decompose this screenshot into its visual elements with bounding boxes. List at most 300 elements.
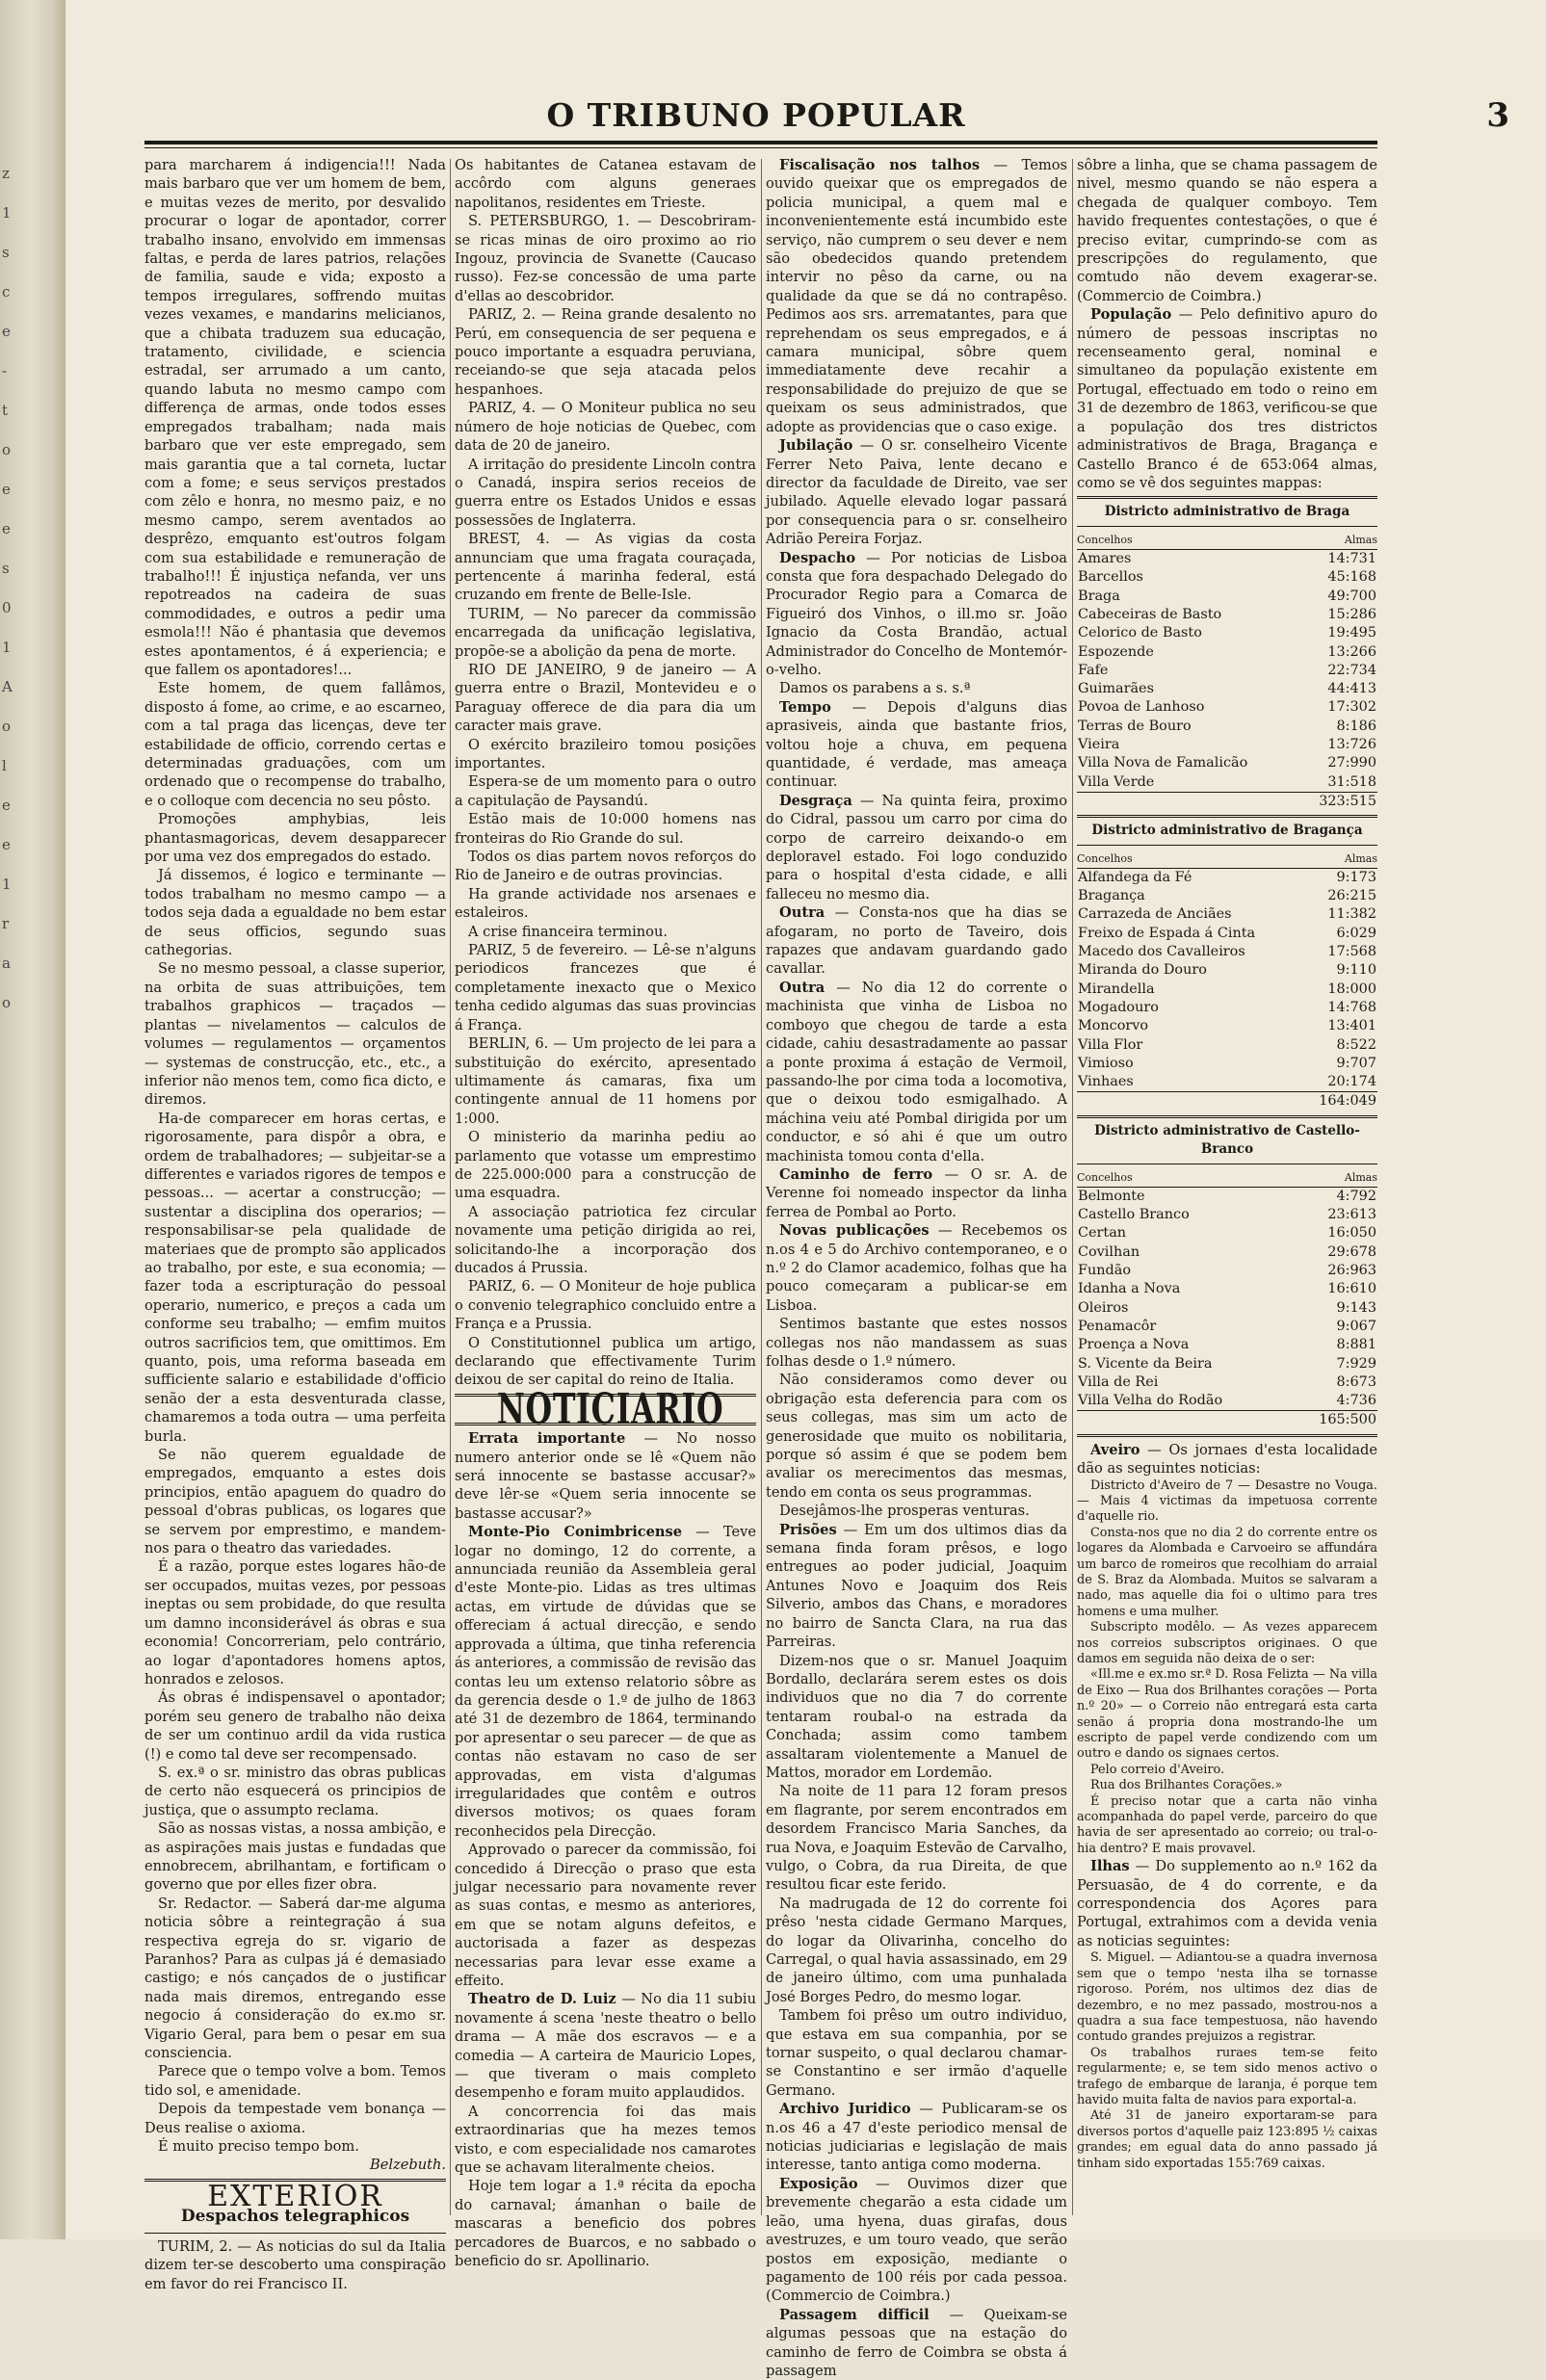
news-item [766, 2006, 1067, 2100]
concelho-name: Vieira [1078, 736, 1120, 752]
news-text: — No dia 12 do corrente o machinista que vinha de Lisboa no comboyo que chegou de tarde a esta cidade, cahiu desastradamente ao passar a ponte proxima á estação de Vermoil, passando-lhe por cima toda a locomotiva, que o deixou todo esmigalhado. A máchina veiu até Pombal dirigida por um conductor, e só ahi é que um outro machinista tomou conta d'ella. [766, 979, 1067, 1164]
concelho-name: Penamacôr [1078, 1318, 1157, 1334]
table-rule [1077, 1434, 1377, 1437]
news-item [766, 1895, 1067, 2006]
concelho-name: Bragança [1078, 888, 1145, 904]
table-row [1077, 1073, 1377, 1092]
almas-value: 19:495 [1327, 625, 1376, 641]
news-text: — Depois d'alguns dias aprasiveis, ainda que bastante frios, voltou hoje a chuva, em pequena quantidade, é verdade, mas ameaça continuar. [766, 698, 1067, 791]
article-paragraph: Promoções amphybias, leis phantasmagoricas, devem desapparecer por uma vez dos empregados do estado. [144, 811, 446, 866]
aveiro-note: É preciso notar que a carta não vinha acompanhada do papel verde, parceiro do que havia de ser apresentado ao correio; ou tral-o-hia dentro? E mais provavel. [1077, 1793, 1377, 1856]
article-paragraph: É muito preciso tempo bom. [158, 2138, 359, 2156]
news-item [455, 1429, 756, 1523]
news-lead: Fiscalisação nos talhos [779, 157, 981, 173]
almas-value: 17:302 [1327, 699, 1376, 716]
column-4 [1077, 156, 1377, 2217]
concelho-name: Mirandella [1078, 981, 1155, 997]
news-item [455, 1523, 756, 1841]
concelho-name: Oleiros [1078, 1299, 1129, 1316]
concelho-name: Povoa de Lanhoso [1078, 699, 1205, 716]
news-item [766, 2306, 1067, 2380]
table-row [1077, 868, 1377, 887]
table-rule [1077, 845, 1377, 846]
aveiro-note: Rua dos Brilhantes Corações.» [1090, 1778, 1283, 1793]
edge-char: o [2, 718, 12, 735]
aveiro-lead: Aveiro [1090, 1441, 1140, 1458]
news-lead: Prisões [779, 1521, 837, 1538]
masthead-title: O TRIBUNO POPULAR [546, 96, 966, 134]
despachos-title: Despachos telegraphicos [180, 2207, 410, 2227]
article-paragraph: Se no mesmo pessoal, a classe superior, na orbita de suas attribuições, tem trabalhos graphicos — traçados — plantas — nivelamentos — calculos de volumes — regulamentos — orçamentos — systemas de construcção, etc., etc., a inferior não menos tem, como fica dicto, e diremos. [144, 960, 446, 1109]
table-row [1077, 1299, 1377, 1318]
news-text: Não consideramos como dever ou obrigação esta deferencia para com os seus collegas, mas sim um acto de generosidade que muito os nobilitaria, porque só assim é que se podem bem avaliar os merecimentos das mesmas, tendo em conta os seus programmas. [766, 1372, 1067, 1501]
edge-char: r [2, 915, 10, 932]
table-header-row [1077, 850, 1377, 869]
concelho-name: Belmonte [1078, 1188, 1145, 1204]
news-lead: Monte-Pio Conimbricense [468, 1524, 683, 1541]
telegram-paragraph: RIO DE JANEIRO, 9 de janeiro — A guerra entre o Brazil, Montevideu e o Paraguay offerece de dia para dia um caracter mais grave. [455, 661, 756, 735]
almas-value: 14:731 [1327, 551, 1376, 567]
table-row [1077, 588, 1377, 606]
populacao-text: — Pelo definitivo apuro do número de pessoas inscriptas no recenseamento geral, nominal e simultaneo da população existente em Portugal, effectuado em todo o reino em 31 de dezembro de 1863, verificou-se que a população dos tres districtos administrativos de Braga, Bragança e Castello Branco é de 653:064 almas, como se vê dos seguintes mappas: [1077, 306, 1377, 491]
table-row [1077, 943, 1377, 961]
news-lead: Despacho [779, 549, 856, 566]
ilhas-lead: Ilhas [1090, 1858, 1130, 1875]
edge-char: e [2, 797, 11, 814]
aveiro-text: — Os jornaes d'esta localidade dão as seguintes noticias: [1077, 1441, 1377, 1478]
concelhos-header: Concelhos [1077, 531, 1300, 550]
concelho-name: Macedo dos Cavalleiros [1078, 944, 1245, 960]
almas-value: 6:029 [1336, 925, 1376, 941]
news-lead: Caminho de ferro [779, 1165, 933, 1183]
edge-char: s [2, 560, 10, 577]
almas-value: 20:174 [1327, 1074, 1376, 1090]
total-spacer [1077, 1411, 1291, 1430]
news-item [766, 1782, 1067, 1894]
news-text: Desejâmos-lhe prosperas venturas. [779, 1503, 1030, 1520]
table-row [1077, 999, 1377, 1017]
table-total: 164:049 [1302, 1092, 1377, 1112]
telegram-paragraph: S. PETERSBURGO, 1. — Descobriram-se ricas minas de oiro proximo ao rio Ingouz, provincia de Svanette (Caucaso russo). Fez-se concessão de uma parte d'ellas ao descobridor. [455, 213, 756, 304]
ilhas-note: Os trabalhos ruraes tem-se feito regularmente; e, se tem sido menos activo o trafego de embarque de laranja, é porque tem havido muita falta de navios para exportal-a. [1077, 2045, 1377, 2107]
concelho-name: Fundão [1078, 1263, 1131, 1279]
concelho-name: Barcellos [1078, 569, 1143, 586]
concelho-name: Guimarães [1078, 681, 1154, 697]
table-row [1077, 550, 1377, 569]
edge-char: 1 [2, 639, 12, 656]
news-text: Na madrugada de 12 do corrente foi prêso 'nesta cidade Germano Marques, do logar da Olivarinha, concelho do Carregal, o qual havia assassinado, em 29 de janeiro último, com uma punhalada José Borges Pedro, do mesmo logar. [766, 1895, 1067, 2005]
table-rule [1077, 1115, 1377, 1118]
telegram-paragraph: O ministerio da marinha pediu ao parlamento que votasse um emprestimo de 225.000:000 para a construcção de uma esquadra. [455, 1129, 756, 1202]
news-text: — Na quinta feira, proximo do Cidral, passou um carro por cima do corpo de carreiro deixando-o em deploravel estado. Foi logo conduzido para o hospital d'esta cidade, e alli falleceu no mesmo dia. [766, 792, 1067, 902]
edge-char: A [2, 678, 13, 695]
table-row [1077, 568, 1377, 587]
almas-value: 22:734 [1327, 662, 1376, 678]
concelho-name: Vimioso [1078, 1055, 1134, 1071]
aveiro-note: Districto d'Aveiro de 7 — Desastre no Vouga. — Mais 4 victimas da impetuosa corrente d'aquelle rio. [1077, 1478, 1377, 1525]
almas-value: 49:700 [1327, 588, 1376, 604]
signature: Belzebuth. [370, 2157, 446, 2174]
table-row [1077, 981, 1377, 999]
almas-value: 26:963 [1327, 1263, 1376, 1279]
total-spacer [1077, 792, 1300, 811]
news-text: A concorrencia foi das mais extraordinarias que ha mezes temos visto, e com especialidade nos camarotes que se achavam literalmente cheios. [455, 2103, 756, 2177]
concelho-name: Freixo de Espada á Cinta [1078, 925, 1256, 941]
populacao-lead: População [1090, 306, 1172, 324]
news-item [766, 156, 1067, 436]
news-text: Approvado o parecer da commissão, foi concedido á Direcção o praso que esta julgar necessario para novamente rever as suas contas, e mesmo as anteriores, em que se notam alguns defeitos, e auctorisada a fazer as despezas necessarias para levar esse exame a effeito. [455, 1842, 756, 1989]
article-paragraph: Depois da tempestade vem bonança — Deus realise o axioma. [144, 2101, 446, 2136]
margin-edge-characters [2, 154, 15, 1023]
edge-char: s [2, 244, 10, 261]
almas-value: 45:168 [1327, 569, 1376, 586]
news-text: — Recebemos os n.os 4 e 5 do Archivo contemporaneo, e o n.º 2 do Clamor academico, folhas que ha pouco começaram a publicar-se em Lisboa. [766, 1222, 1067, 1314]
table-row [1077, 1373, 1377, 1392]
concelho-name: Amares [1078, 551, 1132, 567]
table-row [1077, 1392, 1377, 1411]
news-text: — Consta-nos que ha dias se afogaram, no porto de Taveiro, dois rapazes que andavam guardando gado cavallar. [766, 904, 1067, 978]
aveiro-paragraph [1077, 1441, 1377, 1478]
news-text: — Teve logar no domingo, 12 do corrente, a annunciada reunião da Assembleia geral d'este Monte-pio. Lidas as tres ultimas actas, em virtude de dúvidas que se offereciam á actual direcção, e sendo approvada a última, que tinha referencia ás anteriores, a commissão de revisão das contas leu um extenso relatorio sôbre as da gerencia desde o 1.º de julho de 1863 até 31 de dezembro de 1864, terminando por apresentar o seu parecer — de que as contas não estavam no caso de ser approvadas, em vista d'algumas irregularidades que contêm e outros diversos motivos; os quaes foram reconhecidos pela Direcção. [455, 1524, 756, 1840]
news-item [766, 1521, 1067, 1652]
table-row [1077, 887, 1377, 905]
table-header-row [1077, 531, 1377, 550]
news-text: — Temos ouvido queixar que os empregados de policia municipal, a quem mal e inconvenientemente está incumbido este serviço, não cumprem o seu dever e nem são obedecidos quando pretendem intervir no pêso da carne, ou na qualidade da que se dá no contrapêso. Pedimos aos srs. arrematantes, para que reprehendam os seus empregados, e á camara municipal, sôbre quem immediatamente deve recahir a responsabilidade do prejuizo de que se queixam os seus administrados, que adopte as providencias que o caso exige. [766, 157, 1067, 435]
table-row [1077, 1355, 1377, 1373]
news-item [455, 2103, 756, 2178]
almas-value: 8:186 [1336, 718, 1376, 734]
concelho-name: Proença a Nova [1078, 1337, 1190, 1353]
telegram-paragraph: A associação patriotica fez circular novamente uma petição dirigida ao rei, solicitando-lhe a incorporação dos ducados á Prussia. [455, 1203, 756, 1276]
news-text: — Publicaram-se os n.os 46 a 47 d'este periodico mensal de noticias judiciarias e legislação de mais interesse, tanto antiga como moderna. [766, 2101, 1067, 2174]
telegram-paragraph: Espera-se de um momento para o outro a capitulação de Paysandú. [455, 773, 756, 809]
news-lead: Errata importante [468, 1430, 626, 1448]
concelho-name: S. Vicente da Beira [1078, 1355, 1213, 1372]
masthead-rule [144, 141, 1377, 144]
table-row [1077, 1336, 1377, 1354]
article-paragraph: S. ex.ª o sr. ministro das obras publicas de certo não esquecerá os principios de justiça, que o assumpto reclama. [144, 1764, 446, 1818]
news-text: Damos os parabens a s. s.ª [779, 680, 971, 697]
edge-char: 1 [2, 204, 12, 222]
telegram-paragraph: PARIZ, 4. — O Moniteur publica no seu número de hoje noticias de Quebec, com data de 20 de janeiro. [455, 400, 756, 455]
almas-value: 29:678 [1327, 1243, 1376, 1260]
aveiro-note: Consta-nos que no dia 2 do corrente entre os logares da Alombada e Carvoeiro se affundára um barco de romeiros que recolhiam do arraial de S. Braz da Alombada. Muitos se salvaram a nado, mas aquelle dia foi o ultimo para tres homens e uma mulher. [1077, 1525, 1377, 1619]
concelho-name: Vinhaes [1078, 1074, 1134, 1090]
ilhas-paragraph [1077, 1857, 1377, 1950]
district-table-title: Districto administrativo de Castello-Branco [1094, 1122, 1360, 1158]
almas-value: 26:215 [1327, 888, 1376, 904]
news-item [766, 792, 1067, 903]
table-rule [1077, 526, 1377, 527]
column-4-intro: sôbre a linha, que se chama passagem de nivel, mesmo quando se não espera a chegada de qualquer comboyo. Tem havido frequentes contestações, o que é preciso evitar, cumprindo-se com as prescripções do regulamento, que comtudo não devem exagerar-se. (Commercio de Coimbra.) [1077, 157, 1377, 304]
telegram-paragraph: PARIZ, 2. — Reina grande desalento no Perú, em consequencia de ser pequena e pouco importante a esquadra peruviana, receiando-se que seja atacada pelos hespanhoes. [455, 306, 756, 398]
population-table [1077, 531, 1377, 811]
table-row [1077, 1187, 1377, 1206]
almas-value: 4:736 [1336, 1393, 1376, 1409]
concelho-name: Villa de Rei [1078, 1373, 1159, 1390]
news-text: Tambem foi prêso um outro individuo, que estava em sua companhia, por se tornar suspeito, o qual declarou chamar-se Constantino e ser irmão d'aquelle Germano. [766, 2007, 1067, 2099]
telegram-paragraph: PARIZ, 5 de fevereiro. — Lê-se n'alguns periodicos francezes que é completamente inexacto que o Mexico tenha cedido algumas das suas provincias á França. [455, 942, 756, 1033]
telegram-paragraph: Todos os dias partem novos reforços do Rio de Janeiro e de outras provincias. [455, 849, 756, 884]
news-lead: Outra [779, 979, 825, 996]
table-row [1077, 680, 1377, 698]
news-text: — Queixam-se algumas pessoas que na estação do caminho de ferro de Coimbra se obsta á passagem [766, 2306, 1067, 2379]
table-row [1077, 1206, 1377, 1224]
news-lead: Jubilação [779, 437, 853, 455]
ilhas-note: S. Miguel. — Adiantou-se a quadra invernosa sem que o tempo 'nesta ilha se tornasse rigoroso. Porém, nos ultimos dez dias de dezembro, e no mez passado, mostrou-nos a quadra a sua face tempestuosa, não havendo contudo grandes prejuizos a registrar. [1077, 1950, 1377, 2045]
almas-value: 4:792 [1336, 1188, 1376, 1204]
telegram-paragraph: O Constitutionnel publica um artigo, declarando que effectivamente Turim deixou de ser capital do reino de Italia. [455, 1334, 756, 1389]
news-item [766, 679, 1067, 697]
edge-char: e [2, 836, 11, 853]
news-text: — Em um dos ultimos dias da semana finda foram prêsos, e logo entregues ao poder judicial, Joaquim Antunes Novo e Joaquim dos Reis Silverio, ambos das Chans, e moradores no bairro de Sancta Clara, na rua das Parreiras. [766, 1521, 1067, 1651]
table-rule [1077, 496, 1377, 499]
news-item [455, 1841, 756, 1990]
concelhos-header: Concelhos [1077, 1168, 1291, 1188]
ilhas-text: — Do supplemento ao n.º 162 da Persuasão, de 4 do corrente, e da correspondencia dos Açores para Portugal, extrahimos com a devida venia as noticias seguintes: [1077, 1858, 1377, 1949]
almas-value: 9:067 [1336, 1318, 1376, 1334]
news-text: — Por noticias de Lisboa consta que fora despachado Delegado do Procurador Regio para a Comarca de Figueiró dos Vinhos, o ill.mo sr. João Ignacio da Costa Brandão, actual Administrador do Concelho de Montemór-o-velho. [766, 549, 1067, 678]
aveiro-note: Subscripto modêlo. — As vezes apparecem nos correios subscriptos originaes. O que damos em seguida não deixa de o ser: [1077, 1620, 1377, 1666]
telegram-paragraph: Estão mais de 10:000 homens nas fronteiras do Rio Grande do sul. [455, 811, 756, 847]
news-item [766, 549, 1067, 680]
almas-value: 11:382 [1327, 906, 1376, 923]
table-row [1077, 905, 1377, 924]
table-total: 323:515 [1300, 792, 1377, 811]
table-total: 165:500 [1291, 1411, 1377, 1430]
table-row [1077, 961, 1377, 980]
concelho-name: Villa Nova de Famalicão [1078, 755, 1248, 772]
telegram-paragraph: TURIM, — No parecer da commissão encarregada da unificação legislativa, propõe-se a abolição da pena de morte. [455, 605, 756, 660]
telegram-paragraph: Os habitantes de Catanea estavam de accôrdo com alguns generaes napolitanos, residentes em Trieste. [455, 157, 756, 211]
news-item [766, 436, 1067, 548]
table-row [1077, 925, 1377, 943]
news-text: — No nosso numero anterior onde se lê «Quem não será innocente se bastasse accusar?» deve lêr-se «Quem seria innocente se bastasse accusar?» [455, 1430, 756, 1522]
concelhos-header: Concelhos [1077, 850, 1302, 869]
column-2 [455, 156, 756, 2270]
almas-value: 8:673 [1336, 1373, 1376, 1390]
concelho-name: Mogadouro [1078, 999, 1159, 1015]
district-table-title: Districto administrativo de Braga [1104, 504, 1350, 520]
telegram-paragraph: A crise financeira terminou. [468, 923, 668, 940]
table-row [1077, 1017, 1377, 1035]
column-1 [144, 156, 446, 2292]
news-item [455, 2177, 756, 2270]
concelho-name: Covilhan [1078, 1243, 1140, 1260]
edge-char: a [2, 955, 11, 972]
noticiario-title: NOTICIARIO [496, 1384, 724, 1434]
table-row [1077, 754, 1377, 772]
almas-value: 9:707 [1336, 1055, 1376, 1071]
concelho-name: Cabeceiras de Basto [1078, 606, 1222, 622]
news-item [766, 1371, 1067, 1502]
table-rule [1077, 815, 1377, 818]
news-text: Hoje tem logar a 1.ª récita da epocha do carnaval; ámanhan o baile de mascaras a beneficio dos pobres percadores de Buarcos, e no sabbado o beneficio do sr. Apollinario. [455, 2178, 756, 2270]
page-number: 3 [1486, 96, 1509, 135]
exterior-title: EXTERIOR [207, 2179, 383, 2213]
concelho-name: Certan [1078, 1225, 1127, 1242]
news-item [766, 698, 1067, 792]
almas-value: 18:000 [1327, 981, 1376, 997]
almas-value: 13:401 [1327, 1018, 1376, 1034]
almas-value: 7:929 [1336, 1355, 1376, 1372]
telegram-paragraph: BERLIN, 6. — Um projecto de lei para a substituição do exército, apresentado ultimamente ás camaras, fixa um contingente annual de 11 homens por 1:000. [455, 1035, 756, 1127]
news-text: Na noite de 11 para 12 foram presos em flagrante, por serem encontrados em desordem Francisco Maria Sanches, da rua Nova, e Joaquim Estevão de Carvalho, vulgo, o Cobra, da rua Direita, de que resultou ficar este ferido. [766, 1783, 1067, 1894]
concelho-name: Terras de Bouro [1078, 718, 1192, 734]
news-text: — O sr. A. de Verenne foi nomeado inspector da linha ferrea de Pombal ao Porto. [766, 1165, 1067, 1220]
almas-value: 14:768 [1327, 999, 1376, 1015]
almas-value: 31:518 [1327, 773, 1376, 790]
table-row [1077, 606, 1377, 624]
almas-value: 9:110 [1336, 962, 1376, 979]
concelho-name: Villa Flor [1078, 1036, 1143, 1053]
almas-value: 23:613 [1327, 1207, 1376, 1223]
news-item [766, 1315, 1067, 1371]
almas-header: Almas [1300, 531, 1377, 550]
concelho-name: Carrazeda de Anciães [1078, 906, 1232, 923]
table-row [1077, 698, 1377, 717]
table-row [1077, 736, 1377, 754]
news-lead: Passagem difficil [779, 2306, 930, 2323]
article-paragraph: Ás obras é indispensavel o apontador; porém seu genero de trabalho não deixa de ser um continuo ardil da vida rustica (!) e como tal deve ser recompensado. [144, 1689, 446, 1763]
column-divider [761, 159, 762, 2215]
telegram-paragraph: PARIZ, 6. — O Moniteur de hoje publica o convenio telegraphico concluido entre a França e a Prussia. [455, 1278, 756, 1333]
almas-value: 8:522 [1336, 1036, 1376, 1053]
table-row [1077, 718, 1377, 736]
table-row [1077, 662, 1377, 680]
telegram-paragraph: A irritação do presidente Lincoln contra o Canadá, inspira serios receios de guerra entre os Estados Unidos e essas possessões de Inglaterra. [455, 456, 756, 529]
table-total-row [1077, 1411, 1377, 1430]
concelho-name: Alfandega da Fé [1078, 869, 1192, 885]
news-item [766, 1221, 1067, 1315]
almas-value: 13:266 [1327, 643, 1376, 660]
column-3 [766, 156, 1067, 2379]
edge-char: e [2, 481, 11, 498]
table-total-row [1077, 1092, 1377, 1112]
almas-value: 15:286 [1327, 606, 1376, 622]
telegram-paragraph: BREST, 4. — As vigias da costa annunciam que uma fragata couraçada, pertencente á marinha federal, está cruzando em frente de Belle-Isle. [455, 531, 756, 604]
almas-value: 27:990 [1327, 755, 1376, 772]
news-text: — Ouvimos dizer que brevemente chegarão a esta cidade um leão, uma hyena, duas girafas, dous avestruzes, e um touro veado, que serão postos em exposição, mediante o pagamento de 100 réis por cada pessoa. (Commercio de Coimbra.) [766, 2175, 1067, 2305]
table-row [1077, 624, 1377, 642]
table-row [1077, 1243, 1377, 1262]
table-row [1077, 643, 1377, 662]
table-row [1077, 1055, 1377, 1073]
article-paragraph: Este homem, de quem fallâmos, disposto á fome, ao crime, e ao escarneo, com a tal praga das licenças, deve ter estabilidade de officio, correndo certas e determinadas graduações, com um ordenado que o recompense do trabalho, e o colloque com decencia no seu pôsto. [144, 680, 446, 809]
edge-char: l [2, 757, 7, 774]
almas-value: 16:050 [1327, 1225, 1376, 1242]
news-lead: Novas publicações [779, 1222, 930, 1240]
article-paragraph: Ha-de comparecer em horas certas, e rigorosamente, para dispôr a obra, e ordem de trabalhadores; — subjeitar-se a differentes e variados rigores de tempos e pessoas... — acertar a construcção; — sustentar a disciplina dos operarios; — responsabilisar-se pela qualidade de materiaes que de prompto são applicados ao trabalho, por este, e sua economia; — fazer toda a escripturação do pessoal operario, numerico, e preços a cada um conforme seu trabalho; — emfim muitos outros sacrificios tem, que omittimos. Em quanto, pois, uma reforma baseada em sufficiente salario e estabilidade d'officio senão der a esta desventurada classe, chamaremos a toda outra — uma perfeita burla. [144, 1110, 446, 1445]
article-paragraph: Parece que o tempo volve a bom. Temos tido sol, e amenidade. [144, 2063, 446, 2099]
table-total-row [1077, 792, 1377, 811]
table-row [1077, 1318, 1377, 1336]
telegram-paragraph: O exército brazileiro tomou posições importantes. [455, 736, 756, 772]
concelho-name: Villa Verde [1078, 773, 1155, 790]
edge-char: o [2, 994, 12, 1011]
edge-char: c [2, 283, 11, 301]
table-row [1077, 773, 1377, 793]
news-lead: Tempo [779, 698, 831, 716]
concelho-name: Moncorvo [1078, 1018, 1149, 1034]
table-header-row [1077, 1168, 1377, 1188]
concelho-name: Celorico de Basto [1078, 625, 1202, 641]
edge-char: 1 [2, 876, 12, 893]
news-text: Sentimos bastante que estes nossos collegas nos não mandassem as suas folhas desde o 1.º número. [766, 1316, 1067, 1370]
article-paragraph: Sr. Redactor. — Saberá dar-me alguma noticia sôbre a reintegração á sua respectiva egreja do sr. vigario de Paranhos? Para as culpas já é demasiado castigo; e nós cançados de o justificar nada mais diremos, entregando esse negocio á consideração do ex.mo sr. Vigario Geral, para bem o pesar em sua consciencia. [144, 1895, 446, 2062]
edge-char: z [2, 165, 10, 182]
news-lead: Outra [779, 904, 825, 922]
despacho-paragraph: TURIM, 2. — As noticias do sul da Italia dizem ter-se descoberto uma conspiração em favor do rei Francisco II. [144, 2237, 446, 2292]
article-paragraph: para marcharem á indigencia!!! Nada mais barbaro que ver um homem de bem, e muitas vezes de merito, por desvalido procurar o logar de apontador, correr trabalho insano, envolvido em immensas faltas, e perda de lares patrios, relações de familia, saude e vida; exposto a tempos irregulares, soffrendo muitas vezes vexames, e mandarins melicianos, que a chibata traduzem sua educação, tratamento, civilidade, e sciencia estradal, ser arrumado a um canto, quando labuta no mesmo campo com differença de armas, onde todos esses empregados trabalham; nada mais barbaro que ver este empregado, sem mais garantia que a tal corneta, luctar com a fome; e seus serviços prestados com zêlo e honra, no mesmo paiz, e no mesmo campo, serem aventados ao desprêzo, emquanto est'outros folgam com sua estabilidade e remuneração de trabalho!!! É injustiça nefanda, ver uns repotreados na cadeira de suas commodidades, e outros a pedir uma esmola!!! Não é phantasia que devemos estes apontamentos, é á experiencia; e que fallem os apontadores!... [144, 157, 446, 678]
telegram-paragraph: Ha grande actividade nos arsenaes e estaleiros. [455, 885, 756, 922]
almas-value: 9:173 [1336, 869, 1376, 885]
edge-char: o [2, 441, 12, 458]
aveiro-note: «Ill.me e ex.mo sr.ª D. Rosa Felizta — Na villa de Eixo — Rua dos Brilhantes corações — Porta n.º 20» — o Correio não entregará esta carta senão á propria dona mostrando-lhe um escripto de papel verde condizendo com um outro e dando os signaes certos. [1077, 1667, 1377, 1762]
almas-value: 17:568 [1327, 944, 1376, 960]
almas-value: 9:143 [1336, 1299, 1376, 1316]
masthead-rule-thin [144, 147, 1377, 148]
almas-header: Almas [1291, 1168, 1377, 1188]
table-row [1077, 1036, 1377, 1055]
population-table [1077, 1168, 1377, 1430]
news-item [766, 2175, 1067, 2306]
news-text: Dizem-nos que o sr. Manuel Joaquim Bordallo, declarára serem estes os dois individuos que no dia 7 do corrente tentaram roubal-o na estrada da Conchada; assim como tambem assaltaram violentemente a Manuel de Mattos, morador em Lordemão. [766, 1652, 1067, 1781]
edge-char: e [2, 520, 11, 537]
concelho-name: Castello Branco [1078, 1207, 1190, 1223]
news-item [766, 903, 1067, 979]
edge-char: - [2, 362, 8, 379]
almas-header: Almas [1302, 850, 1377, 869]
news-lead: Desgraça [779, 792, 852, 809]
news-item [766, 979, 1067, 1165]
article-paragraph: São as nossas vistas, a nossa ambição, e as aspirações mais justas e fundadas que ennobrecem, abrilhantam, e fortificam o governo que por elles fizer obra. [144, 1820, 446, 1894]
news-item [766, 2100, 1067, 2175]
article-paragraph: É a razão, porque estes logares hão-de ser occupados, muitas vezes, por pessoas ineptas ou sem probidade, do que resulta um damno inconsiderável ás obras e sua economia! Concorreriam, pelo contrário, ao logar d'apontadores homens aptos, honrados e zelosos. [144, 1558, 446, 1687]
populacao-paragraph [1077, 305, 1377, 492]
concelho-name: Fafe [1078, 662, 1109, 678]
almas-value: 44:413 [1327, 681, 1376, 697]
concelho-name: Villa Velha do Rodão [1078, 1393, 1223, 1409]
concelho-name: Braga [1078, 588, 1120, 604]
news-text: — No dia 11 subiu novamente á scena 'neste theatro o bello drama — A mãe dos escravos — e a comedia — A carteira de Mauricio Lopes, — que tiveram o mais completo desempenho e foram muito applaudidos. [455, 1991, 756, 2102]
almas-value: 13:726 [1327, 736, 1376, 752]
article-paragraph: Se não querem egualdade de empregados, emquanto a estes dois principios, então apaguem do quadro do pessoal d'obras publicas, os logares que se servem por emprestimo, e mandem-nos para o theatro das variedades. [144, 1447, 446, 1557]
edge-char: 0 [2, 599, 12, 616]
news-item [766, 1652, 1067, 1783]
concelho-name: Espozende [1078, 643, 1154, 660]
column-divider [450, 159, 451, 2215]
article-paragraph: Já dissemos, é logico e terminante — todos trabalham no mesmo campo — a todos seja dada a egualdade no bem estar de seus officios, segundo suas cathegorias. [144, 867, 446, 959]
news-lead: Exposição [779, 2175, 858, 2192]
news-lead: Theatro de D. Luiz [468, 1991, 616, 2008]
news-item [455, 1990, 756, 2102]
aveiro-note: Pelo correio d'Aveiro. [1090, 1762, 1225, 1777]
news-item [766, 1502, 1067, 1520]
almas-value: 16:610 [1327, 1281, 1376, 1297]
news-text: — O sr. conselheiro Vicente Ferrer Neto Paiva, lente decano e director da faculdade de Direito, vae ser jubilado. Aquelle elevado logar passará por consequencia para o sr. conselheiro Adrião Pereira Forjaz. [766, 437, 1067, 548]
column-divider [1072, 159, 1073, 2215]
ilhas-note: Até 31 de janeiro exportaram-se para diversos portos d'aquelle paiz 123:895 ½ caixas grandes; em egual data do anno passado já tinham sido exportadas 155:769 caixas. [1077, 2108, 1377, 2171]
population-table [1077, 850, 1377, 1112]
edge-char: t [2, 402, 9, 419]
edge-char: e [2, 323, 11, 340]
section-rule [144, 2233, 446, 2234]
almas-value: 8:881 [1336, 1337, 1376, 1353]
table-row [1077, 1280, 1377, 1298]
district-table-title: Districto administrativo de Bragança [1091, 823, 1363, 839]
concelho-name: Idanha a Nova [1078, 1281, 1181, 1297]
